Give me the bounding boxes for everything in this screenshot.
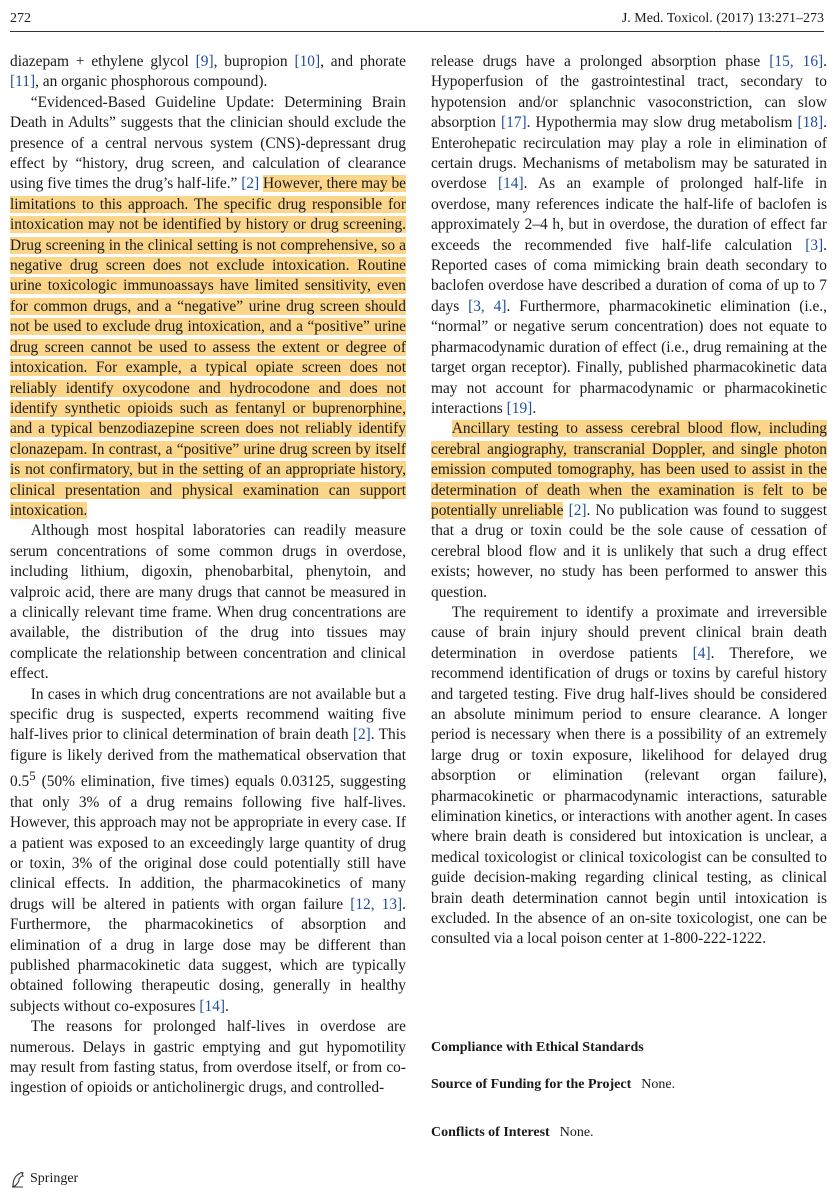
citation-link[interactable]: [3, 4] bbox=[468, 297, 507, 315]
citation-link[interactable]: [9] bbox=[195, 53, 214, 70]
text-run: . Furthermore, the pharmacokinetics of absorption and elimination of a drug in large dose may be different than published pharmacokinetic data suggest, which are typically obtained following therapeutic dosing, generally in healthy subjects without co-exposures bbox=[10, 895, 407, 1015]
citation-link[interactable]: [12, 13] bbox=[350, 895, 403, 913]
text-run: , and phorate bbox=[320, 53, 407, 70]
highlighted-text: However, there may be limitations to this approach. The specific drug responsible for intoxication may not be identified by history or drug screening. Drug screening in the clinical setting is not comprehensive, so a negative drug screen does not exclude intoxication. Routine urine toxicologic immunoassays have limited sensitivity, even for common drugs, and a “negative” urine drug screen should not be used to exclude drug intoxication, and a “positive” urine drug screen cannot be used to assess the extent or degree of intoxication. For example, a typical opiate screen does not reliably identify oxycodone and hydrocodone and does not identify synthetic opioids such as fentanyl or buprenorphine, and a typical benzodiazepine screen does not reliably identify clonazepam. In contrast, a “positive” urine drug screen by itself is not confirmatory, but in the setting of an appropriate history, clinical presentation and physical examination can support intoxication. bbox=[10, 175, 407, 519]
conflicts-statement bbox=[431, 1125, 594, 1141]
citation-link[interactable]: [2] bbox=[352, 726, 371, 744]
text-run: Although most hospital laboratories can readily measure serum concentrations of some common drugs in overdose, including lithium, digoxin, phenobarbital, phenytoin, and valproic acid, there are many drugs that cannot be measured in a clinically relevant time frame. When drug concentrations are available, the distribution of the drug into tissues may complicate the relationship between concentration and clinical effect. bbox=[10, 522, 406, 683]
paragraph bbox=[10, 52, 406, 93]
text-run: (50% elimination, five times) equals 0.03125, suggesting that only 3% of a drug remains following five half-lives. However, this approach may not be appropriate in every case. If a patient was exposed to an exceedingly large quantity of drug or toxin, 3% of the original dose could potentially still have clinical effects. In addition, the pharmacokinetics of many drugs will be altered in patients with organ failure bbox=[10, 773, 406, 913]
citation-link[interactable]: [15, 16] bbox=[769, 53, 824, 70]
paragraph bbox=[10, 1017, 406, 1099]
text-run: The reasons for prolonged half-lives in overdose are numerous. Delays in gastric emptying and gut hypomotility may result from fasting status, from overdose itself, or from co-ingestion of opioids or anticholinergic drugs, and controlled- bbox=[10, 1018, 406, 1097]
citation-link[interactable]: [19] bbox=[506, 399, 533, 417]
paragraph bbox=[431, 52, 827, 419]
paragraph bbox=[10, 685, 406, 1018]
text-run: . bbox=[225, 997, 229, 1015]
citation-link[interactable]: [18] bbox=[797, 114, 824, 132]
citation-link[interactable]: [14] bbox=[199, 997, 226, 1015]
text-run: , an organic phosphorous compound). bbox=[35, 73, 268, 91]
citation-link[interactable]: [10] bbox=[294, 53, 321, 70]
text-run: . No publication was found to suggest that a drug or toxin could be the sole cause of cessation of cerebral blood flow and it is unlikely that such a drug effect exists; however, no study has been performed to answer this question. bbox=[431, 501, 827, 601]
compliance-heading: Compliance with Ethical Standards bbox=[431, 1040, 644, 1055]
highlighted-text: Ancillary testing to assess cerebral blood flow, including cerebral angiography, transcranial Doppler, and single photon emission computed tomography, has been used to assist in the determination of death when the examination is felt to be potentially unreliable bbox=[431, 420, 827, 519]
text-run: . Enterohepatic recirculation may play a role in elimination of certain drugs. Mechanisms of metabolism may be saturated in overdose bbox=[431, 114, 827, 193]
text-run: “Evidenced-Based Guideline Update: Determining Brain Death in Adults” suggests that the clinician should exclude the presence of a central nervous system (CNS)-depressant drug effect by “history, drug screen, and calculation of clearance using five times the drug’s half-life.” bbox=[10, 93, 406, 193]
citation-link[interactable]: [4] bbox=[692, 644, 711, 662]
text-run: diazepam + ethylene glycol bbox=[10, 53, 196, 70]
right-column bbox=[431, 52, 827, 950]
page-number: 272 bbox=[10, 11, 31, 26]
publisher-name: Springer bbox=[30, 1171, 79, 1186]
paragraph bbox=[10, 521, 406, 684]
running-header bbox=[10, 8, 824, 30]
citation-link[interactable]: [3] bbox=[805, 236, 824, 254]
paragraph bbox=[431, 419, 827, 603]
springer-horse-icon bbox=[10, 1170, 26, 1188]
funding-value: None. bbox=[641, 1077, 676, 1092]
funding-label: Source of Funding for the Project bbox=[431, 1077, 632, 1092]
citation-link[interactable]: [17] bbox=[501, 114, 527, 132]
text-run: . Reported cases of coma mimicking brain death secondary to baclofen overdose have described a duration of coma of up to 7 days bbox=[431, 236, 827, 315]
text-run: , bupropion bbox=[213, 53, 295, 70]
journal-citation: J. Med. Toxicol. (2017) 13:271–273 bbox=[621, 11, 824, 26]
citation-link[interactable]: [2] bbox=[241, 175, 260, 193]
text-run: . This figure is likely derived from the mathematical observation that 0.5 bbox=[10, 726, 406, 791]
citation-link[interactable]: [11] bbox=[10, 73, 36, 91]
citation-link[interactable]: [14] bbox=[497, 175, 524, 193]
text-run: . As an example of prolonged half-life in overdose, many references indicate the half-life of baclofen is approximately 2–4 h, but in overdose, the duration of effect far exceeds the recommended five half-life calculation bbox=[431, 175, 827, 254]
text-run: The requirement to identify a proximate and irreversible cause of brain injury should prevent clinical brain death determination in overdose patients bbox=[431, 603, 827, 662]
paragraph bbox=[431, 603, 827, 950]
left-column bbox=[10, 52, 406, 1099]
text-run: . Furthermore, pharmacokinetic elimination (i.e., “normal” or negative serum concentration) does not equate to pharmacodynamic duration of effect (i.e., drug remaining at the target organ receptor). Finally, published pharmacokinetic data may not account for pharmacodynamic or pharmacokinetic interactions bbox=[431, 297, 828, 417]
publisher-footer bbox=[10, 1170, 78, 1188]
conflicts-value: None. bbox=[559, 1125, 594, 1140]
superscript: 5 bbox=[29, 769, 36, 784]
text-run: . Therefore, we recommend identification of drugs or toxins by careful history and targeted testing. Five drug half-lives should be considered an absolute minimum period to ensure clearance. A longer period is necessary when there is a possibility of an extremely large drug or toxin exposure, likelihood for delayed drug absorption or elimination (relevant organ failure), pharmacokinetic or pharmacodynamic interactions, saturable elimination kinetics, or interactions with another agent. In cases where brain death is considered but intoxication is unclear, a medical toxicologist or clinical toxicologist can be consulted to guide decision-making regarding clinical testing, as clinical brain death determination cannot begin until intoxication is excluded. In the absence of an on-site toxicologist, one can be consulted via a local poison center at 1-800-222-1222. bbox=[431, 644, 827, 948]
header-rule bbox=[10, 31, 824, 32]
text-run: release drugs have a prolonged absorption phase bbox=[431, 53, 770, 70]
paragraph bbox=[10, 93, 406, 522]
text-run: . Hypoperfusion of the gastrointestinal tract, secondary to hypotension and/or splanchnic vasoconstriction, can slow absorption bbox=[431, 53, 827, 132]
text-run: . bbox=[532, 399, 537, 417]
conflicts-label: Conflicts of Interest bbox=[431, 1125, 550, 1140]
funding-statement bbox=[431, 1077, 675, 1093]
text-run: In cases in which drug concentrations are not available but a specific drug is suspected, experts recommend waiting five half-lives prior to clinical determination of brain death bbox=[10, 685, 406, 744]
text-run: . Hypothermia may slow drug metabolism bbox=[526, 114, 798, 132]
citation-link[interactable]: [2] bbox=[568, 501, 587, 519]
